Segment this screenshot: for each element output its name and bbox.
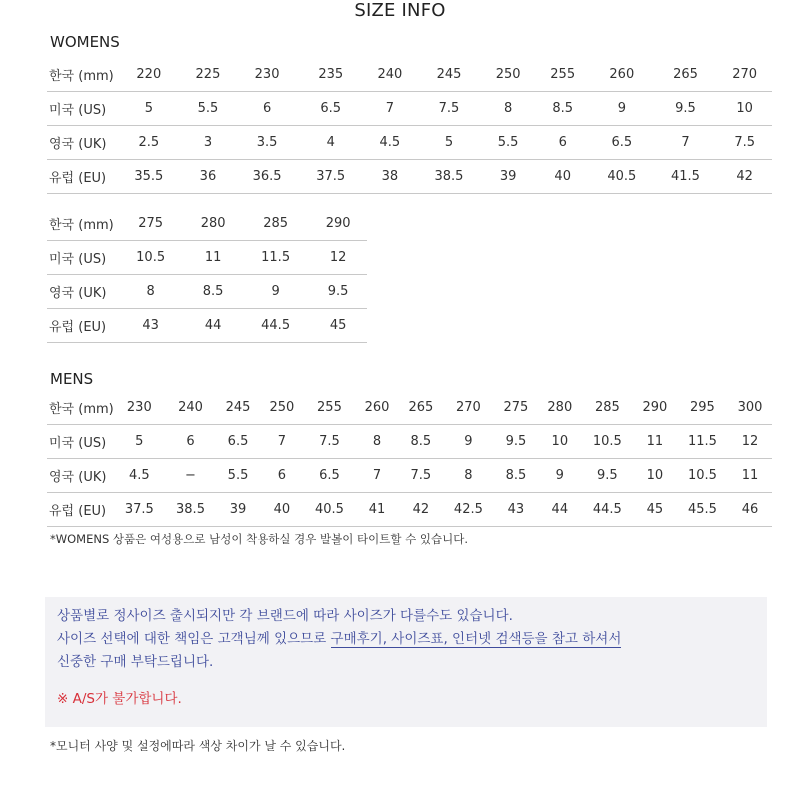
size-cell: 5.5	[481, 126, 536, 160]
size-row	[47, 160, 772, 194]
size-cell: 9	[443, 425, 494, 459]
size-cell: 255	[304, 391, 355, 425]
size-row	[47, 126, 772, 160]
row-header: 미국 (US)	[47, 425, 114, 459]
size-cell: 42.5	[443, 493, 494, 527]
size-cell: 5.5	[216, 459, 260, 493]
size-cell: 270	[717, 58, 772, 92]
row-header: 한국 (mm)	[47, 58, 117, 92]
size-cell: 11	[728, 459, 772, 493]
womens-section-label: WOMENS	[50, 33, 120, 51]
size-cell: 220	[117, 58, 181, 92]
size-cell: 44	[184, 309, 242, 343]
size-cell: 275	[494, 391, 538, 425]
size-cell: 10	[633, 459, 677, 493]
size-cell: 40.5	[304, 493, 355, 527]
row-header: 미국 (US)	[47, 241, 117, 275]
size-cell: 38.5	[165, 493, 216, 527]
size-cell: 7.5	[417, 92, 481, 126]
womens-fit-note: *WOMENS 상품은 여성용으로 남성이 착용하실 경우 발볼이 타이트할 수 있습니다.	[50, 532, 468, 546]
size-cell: 7	[260, 425, 304, 459]
size-row	[47, 207, 367, 241]
size-cell: 41	[355, 493, 399, 527]
size-row	[47, 58, 772, 92]
size-cell: 5	[117, 92, 181, 126]
size-cell: 230	[235, 58, 299, 92]
size-cell: 36	[181, 160, 236, 194]
size-cell: 9.5	[654, 92, 718, 126]
size-cell: 300	[728, 391, 772, 425]
size-cell: 44	[538, 493, 582, 527]
size-row	[47, 275, 367, 309]
size-cell: 11.5	[242, 241, 309, 275]
row-header: 유럽 (EU)	[47, 309, 117, 343]
size-cell: 8.5	[399, 425, 443, 459]
size-cell: 12	[728, 425, 772, 459]
size-cell: 3.5	[235, 126, 299, 160]
size-cell: 40.5	[590, 160, 654, 194]
size-cell: 6.5	[216, 425, 260, 459]
size-cell: 8	[481, 92, 536, 126]
size-cell: 8.5	[494, 459, 538, 493]
size-cell: 3	[181, 126, 236, 160]
size-cell: 290	[309, 207, 367, 241]
size-cell: 10.5	[582, 425, 633, 459]
notice-line-2-text: 사이즈 선택에 대한 책임은 고객님께 있으므로	[57, 631, 331, 647]
size-cell: 37.5	[114, 493, 165, 527]
size-cell: 41.5	[654, 160, 718, 194]
size-cell: 44.5	[242, 309, 309, 343]
row-header: 영국 (UK)	[47, 275, 117, 309]
size-cell: 4	[299, 126, 363, 160]
size-cell: 8	[117, 275, 184, 309]
notice-box	[45, 597, 767, 727]
size-cell: 35.5	[117, 160, 181, 194]
size-row	[47, 425, 772, 459]
size-cell: 10.5	[117, 241, 184, 275]
size-cell: 36.5	[235, 160, 299, 194]
size-cell: 38.5	[417, 160, 481, 194]
notice-line-1: 상품별로 정사이즈 출시되지만 각 브랜드에 따라 사이즈가 다를수도 있습니다.	[57, 608, 513, 624]
size-cell: 44.5	[582, 493, 633, 527]
size-cell: 270	[443, 391, 494, 425]
size-cell: 11	[184, 241, 242, 275]
size-cell: 9.5	[309, 275, 367, 309]
size-cell: 6	[235, 92, 299, 126]
notice-line-2	[57, 628, 755, 651]
size-row	[47, 459, 772, 493]
size-cell: 290	[633, 391, 677, 425]
size-cell: 8.5	[535, 92, 590, 126]
size-cell: 280	[184, 207, 242, 241]
size-cell: 245	[417, 58, 481, 92]
size-cell: 7	[654, 126, 718, 160]
size-cell: 295	[677, 391, 728, 425]
size-cell: 11	[633, 425, 677, 459]
size-cell: 235	[299, 58, 363, 92]
size-row	[47, 309, 367, 343]
notice-line-3: 신중한 구매 부탁드립니다.	[57, 654, 214, 670]
size-cell: 255	[535, 58, 590, 92]
size-cell: 7.5	[399, 459, 443, 493]
as-warning: ※ A/S가 불가합니다.	[57, 691, 182, 707]
size-row	[47, 92, 772, 126]
size-cell: 5	[417, 126, 481, 160]
size-cell: 250	[260, 391, 304, 425]
size-cell: 8	[443, 459, 494, 493]
size-cell: 6	[535, 126, 590, 160]
size-cell: 265	[399, 391, 443, 425]
size-cell: 240	[363, 58, 418, 92]
size-row	[47, 493, 772, 527]
size-cell: −	[165, 459, 216, 493]
size-cell: 8.5	[184, 275, 242, 309]
row-header: 영국 (UK)	[47, 459, 114, 493]
size-cell: 265	[654, 58, 718, 92]
size-cell: 275	[117, 207, 184, 241]
row-header: 영국 (UK)	[47, 126, 117, 160]
size-cell: 7	[363, 92, 418, 126]
size-cell: 45	[309, 309, 367, 343]
size-cell: 10	[717, 92, 772, 126]
size-cell: 46	[728, 493, 772, 527]
size-cell: 7	[355, 459, 399, 493]
size-cell: 9.5	[494, 425, 538, 459]
size-cell: 42	[399, 493, 443, 527]
size-row	[47, 391, 772, 425]
row-header: 미국 (US)	[47, 92, 117, 126]
size-cell: 9.5	[582, 459, 633, 493]
mens-section-label: MENS	[50, 370, 94, 388]
size-cell: 39	[481, 160, 536, 194]
size-cell: 5.5	[181, 92, 236, 126]
size-cell: 6.5	[590, 126, 654, 160]
size-cell: 9	[538, 459, 582, 493]
size-cell: 6	[260, 459, 304, 493]
size-cell: 10	[538, 425, 582, 459]
size-cell: 43	[494, 493, 538, 527]
size-cell: 40	[260, 493, 304, 527]
size-cell: 12	[309, 241, 367, 275]
size-cell: 11.5	[677, 425, 728, 459]
size-cell: 10.5	[677, 459, 728, 493]
notice-reference-text: 구매후기, 사이즈표, 인터넷 검색등을 참고 하셔서	[330, 631, 622, 647]
size-cell: 42	[717, 160, 772, 194]
womens-size-table-1	[47, 58, 772, 194]
size-cell: 9	[590, 92, 654, 126]
size-cell: 280	[538, 391, 582, 425]
size-cell: 37.5	[299, 160, 363, 194]
size-cell: 260	[355, 391, 399, 425]
womens-size-table-2	[47, 207, 367, 343]
size-cell: 7.5	[304, 425, 355, 459]
size-cell: 4.5	[363, 126, 418, 160]
size-cell: 2.5	[117, 126, 181, 160]
size-cell: 45	[633, 493, 677, 527]
row-header: 유럽 (EU)	[47, 493, 114, 527]
size-cell: 230	[114, 391, 165, 425]
size-cell: 39	[216, 493, 260, 527]
size-cell: 6.5	[304, 459, 355, 493]
size-cell: 250	[481, 58, 536, 92]
row-header: 유럽 (EU)	[47, 160, 117, 194]
size-cell: 225	[181, 58, 236, 92]
size-cell: 6	[165, 425, 216, 459]
row-header: 한국 (mm)	[47, 207, 117, 241]
size-cell: 5	[114, 425, 165, 459]
size-cell: 40	[535, 160, 590, 194]
size-cell: 9	[242, 275, 309, 309]
page-title: SIZE INFO	[354, 0, 446, 21]
size-cell: 4.5	[114, 459, 165, 493]
mens-size-table	[47, 391, 772, 527]
size-cell: 285	[582, 391, 633, 425]
size-cell: 260	[590, 58, 654, 92]
monitor-footnote: *모니터 사양 및 설정에따라 색상 차이가 날 수 있습니다.	[50, 739, 346, 753]
size-cell: 245	[216, 391, 260, 425]
size-cell: 285	[242, 207, 309, 241]
size-cell: 43	[117, 309, 184, 343]
size-cell: 7.5	[717, 126, 772, 160]
row-header: 한국 (mm)	[47, 391, 114, 425]
size-cell: 240	[165, 391, 216, 425]
size-cell: 6.5	[299, 92, 363, 126]
size-cell: 38	[363, 160, 418, 194]
size-row	[47, 241, 367, 275]
size-cell: 8	[355, 425, 399, 459]
size-cell: 45.5	[677, 493, 728, 527]
